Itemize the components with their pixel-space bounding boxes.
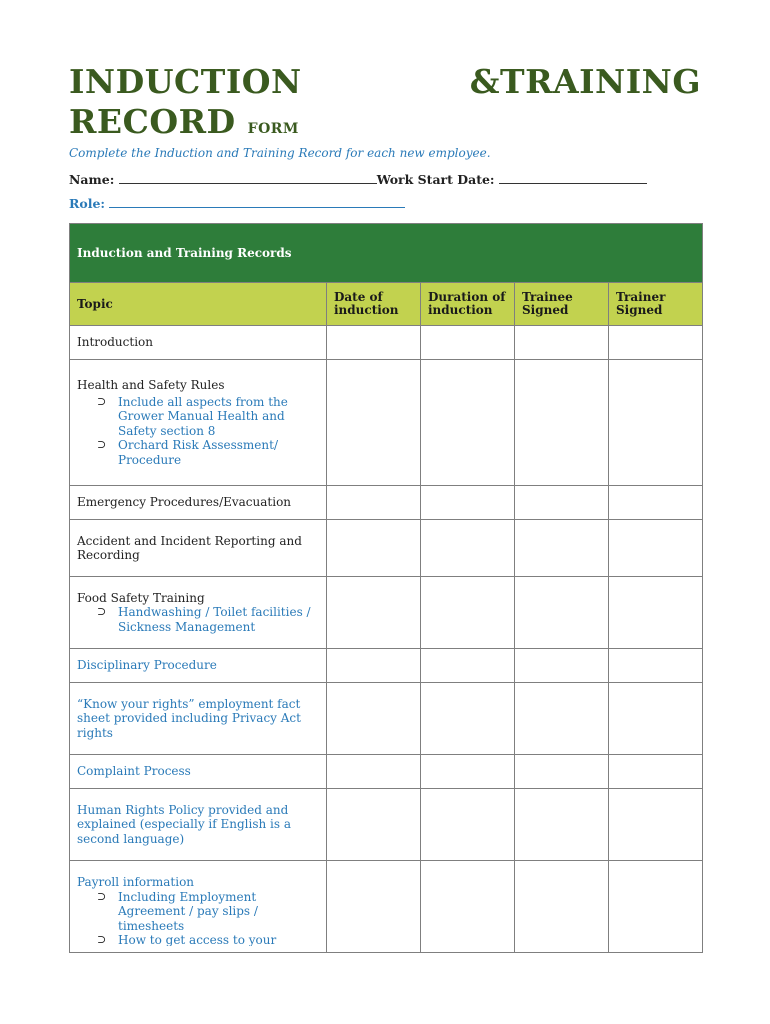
topic-cell bbox=[70, 577, 327, 649]
date-cell[interactable] bbox=[327, 520, 421, 577]
duration-cell[interactable] bbox=[421, 520, 515, 577]
trainer-signed-cell[interactable] bbox=[609, 486, 703, 520]
list-item: ⊃ How to get access to your bbox=[97, 933, 277, 946]
duration-cell[interactable] bbox=[421, 326, 515, 360]
arrow-bullet-icon: ⊃ bbox=[97, 438, 107, 451]
topic-cell bbox=[70, 683, 327, 755]
table-header: Induction and Training Records bbox=[70, 224, 703, 283]
trainee-signed-cell[interactable] bbox=[515, 789, 609, 861]
title-word-induction: INDUCTION bbox=[69, 62, 302, 101]
column-header-duration: Duration of induction bbox=[421, 283, 515, 326]
work-start-date-label: Work Start Date: bbox=[376, 172, 495, 187]
topic-cell bbox=[70, 649, 327, 683]
topic-label: Accident and Incident Reporting and Recording bbox=[77, 533, 302, 562]
form-title bbox=[69, 62, 701, 149]
trainer-signed-cell[interactable] bbox=[609, 520, 703, 577]
trainer-signed-cell[interactable] bbox=[609, 861, 703, 953]
topic-label: Disciplinary Procedure bbox=[77, 658, 217, 673]
date-cell[interactable] bbox=[327, 360, 421, 486]
topic-label: “Know your rights” employment fact sheet provided including Privacy Act rights bbox=[77, 696, 301, 740]
date-cell[interactable] bbox=[327, 649, 421, 683]
trainer-signed-cell[interactable] bbox=[609, 755, 703, 789]
trainee-signed-cell[interactable] bbox=[515, 649, 609, 683]
table-row bbox=[70, 861, 703, 953]
topic-cell bbox=[70, 755, 327, 789]
duration-cell[interactable] bbox=[421, 789, 515, 861]
date-cell[interactable] bbox=[327, 789, 421, 861]
duration-cell[interactable] bbox=[421, 861, 515, 953]
title-word-record: RECORD bbox=[69, 102, 236, 141]
role-label: Role: bbox=[69, 196, 106, 211]
column-header-topic: Topic bbox=[70, 283, 327, 326]
list-item: ⊃ Include all aspects from the Grower Manual Health and Safety section 8 bbox=[97, 394, 288, 438]
date-cell[interactable] bbox=[327, 326, 421, 360]
date-cell[interactable] bbox=[327, 861, 421, 953]
arrow-bullet-icon: ⊃ bbox=[97, 889, 107, 903]
name-field[interactable] bbox=[119, 171, 377, 184]
topic-cell bbox=[70, 486, 327, 520]
duration-cell[interactable] bbox=[421, 683, 515, 755]
trainee-signed-cell[interactable] bbox=[515, 360, 609, 486]
topic-label: Emergency Procedures/Evacuation bbox=[77, 495, 292, 510]
table-row bbox=[70, 486, 703, 520]
topic-label: Human Rights Policy provided and explained (especially if English is a second language) bbox=[77, 802, 292, 846]
trainee-signed-cell[interactable] bbox=[515, 755, 609, 789]
table-row bbox=[70, 649, 703, 683]
date-cell[interactable] bbox=[327, 486, 421, 520]
date-cell[interactable] bbox=[327, 683, 421, 755]
title-word-form: FORM bbox=[247, 121, 299, 137]
trainer-signed-cell[interactable] bbox=[609, 683, 703, 755]
table-row bbox=[70, 683, 703, 755]
trainee-signed-cell[interactable] bbox=[515, 683, 609, 755]
form-instructions: Complete the Induction and Training Record for each new employee. bbox=[69, 146, 491, 160]
table-row bbox=[70, 326, 703, 360]
table-row bbox=[70, 789, 703, 861]
topic-label: Health and Safety Rules bbox=[77, 378, 225, 392]
topic-cell bbox=[70, 789, 327, 861]
title-word-training: &TRAINING bbox=[469, 62, 701, 101]
arrow-bullet-icon: ⊃ bbox=[97, 394, 107, 408]
topic-label: Introduction bbox=[77, 335, 153, 350]
date-cell[interactable] bbox=[327, 755, 421, 789]
duration-cell[interactable] bbox=[421, 755, 515, 789]
trainer-signed-cell[interactable] bbox=[609, 326, 703, 360]
trainee-signed-cell[interactable] bbox=[515, 577, 609, 649]
list-item: ⊃ Orchard Risk Assessment/ Procedure bbox=[97, 438, 279, 467]
table-row bbox=[70, 577, 703, 649]
column-header-trainer-signed: Trainer Signed bbox=[609, 283, 703, 326]
role-line bbox=[69, 195, 405, 211]
topic-cell bbox=[70, 360, 327, 486]
date-cell[interactable] bbox=[327, 577, 421, 649]
arrow-bullet-icon: ⊃ bbox=[97, 605, 107, 619]
trainer-signed-cell[interactable] bbox=[609, 577, 703, 649]
list-item: ⊃ Including Employment Agreement / pay slips / timesheets bbox=[97, 889, 258, 933]
column-header-date: Date of induction bbox=[327, 283, 421, 326]
duration-cell[interactable] bbox=[421, 577, 515, 649]
topic-cell bbox=[70, 520, 327, 577]
trainer-signed-cell[interactable] bbox=[609, 649, 703, 683]
trainer-signed-cell[interactable] bbox=[609, 789, 703, 861]
induction-records-table bbox=[69, 223, 703, 953]
trainee-signed-cell[interactable] bbox=[515, 326, 609, 360]
work-start-date-field[interactable] bbox=[499, 171, 647, 184]
list-item: ⊃ Handwashing / Toilet facilities / Sickness Management bbox=[97, 605, 311, 634]
name-label: Name: bbox=[69, 172, 115, 187]
duration-cell[interactable] bbox=[421, 649, 515, 683]
table-row bbox=[70, 755, 703, 789]
table-row bbox=[70, 520, 703, 577]
name-start-date-line bbox=[69, 171, 647, 187]
duration-cell[interactable] bbox=[421, 486, 515, 520]
role-field[interactable] bbox=[109, 195, 405, 208]
topic-cell bbox=[70, 326, 327, 360]
column-header-trainee-signed: Trainee Signed bbox=[515, 283, 609, 326]
trainee-signed-cell[interactable] bbox=[515, 486, 609, 520]
trainee-signed-cell[interactable] bbox=[515, 861, 609, 953]
arrow-bullet-icon: ⊃ bbox=[97, 933, 107, 946]
topic-cell bbox=[70, 861, 327, 953]
table-row bbox=[70, 360, 703, 486]
topic-label: Payroll information bbox=[77, 875, 195, 889]
topic-label: Food Safety Training bbox=[77, 590, 205, 605]
topic-label: Complaint Process bbox=[77, 764, 191, 779]
trainee-signed-cell[interactable] bbox=[515, 520, 609, 577]
trainer-signed-cell[interactable] bbox=[609, 360, 703, 486]
duration-cell[interactable] bbox=[421, 360, 515, 486]
